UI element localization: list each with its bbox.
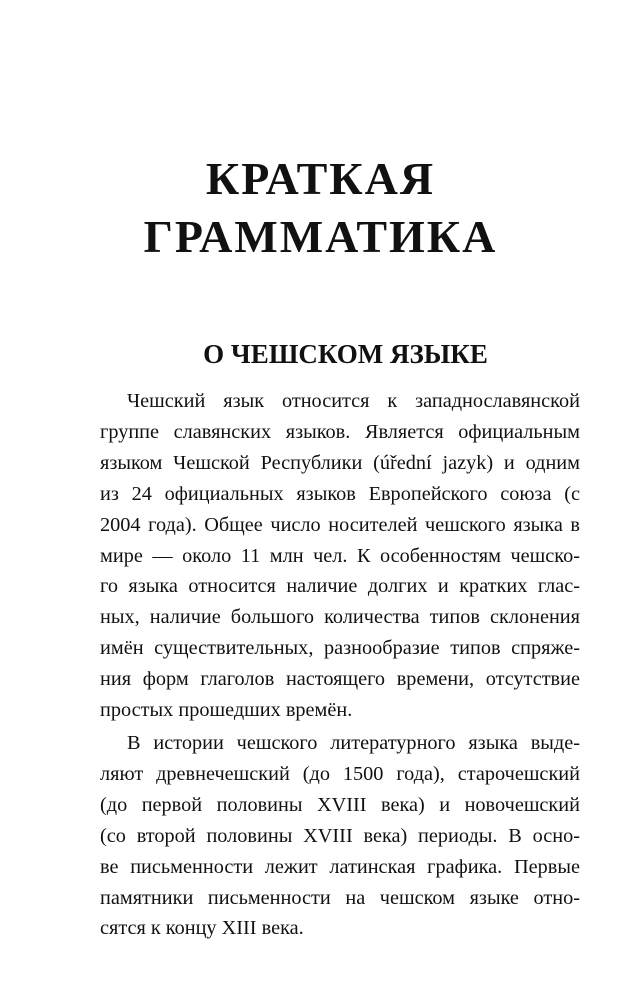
text-line: мире — около 11 млн чел. К особенностям чешско- (100, 544, 580, 567)
text-line: памятники письменности на чешском языке отно- (100, 886, 580, 909)
text-line: ляют древнечешский (до 1500 года), старочешский (100, 762, 580, 785)
text-line: ных, наличие большого количества типов склонения (100, 606, 580, 629)
text-line: В истории чешского литературного языка выде- (127, 731, 580, 754)
text-line: группе славянских языков. Является официальным (100, 420, 580, 443)
text-line: (со второй половины XVIII века) периоды. В осно- (100, 824, 580, 847)
body-text (100, 386, 580, 944)
chapter-title (0, 150, 641, 266)
paragraph-2 (100, 728, 580, 944)
text-line: ния форм глаголов настоящего времени, отсутствие (100, 668, 580, 691)
text-line: простых прошедших времён. (100, 699, 353, 722)
text-line: Чешский язык относится к западнославянской (127, 390, 580, 412)
text-line: го языка относится наличие долгих и кратких глас- (100, 575, 580, 598)
text-line: сятся к концу XIII века. (100, 917, 304, 940)
text-line: ве письменности лежит латинская графика. Первые (100, 855, 580, 878)
text-line: языком Чешской Республики (úřední jazyk) и одним (100, 451, 580, 474)
chapter-title-line-1: КРАТКАЯ (205, 153, 436, 204)
text-line: из 24 официальных языков Европейского союза (с (100, 482, 580, 505)
paragraph-1 (100, 386, 580, 726)
text-line: имён существительных, разнообразие типов спряже- (100, 637, 580, 660)
section-title: О ЧЕШСКОМ ЯЗЫКЕ (203, 339, 488, 369)
text-line: (до первой половины XVIII века) и новочешский (100, 793, 580, 816)
chapter-title-line-2: ГРАММАТИКА (143, 211, 498, 262)
text-line: 2004 года). Общее число носителей чешского языка в (100, 513, 580, 536)
